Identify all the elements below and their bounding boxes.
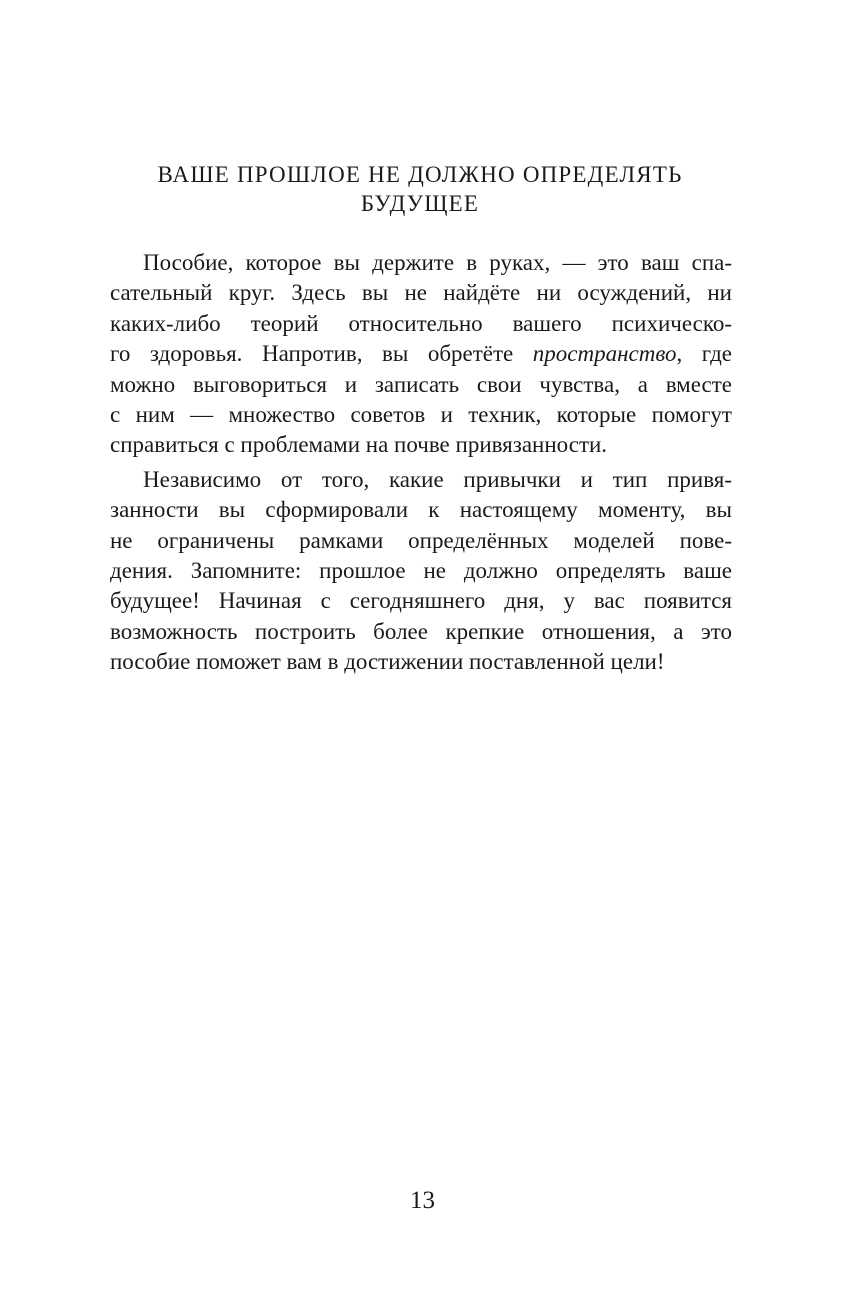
heading-line: БУДУЩЕЕ [360, 191, 480, 216]
text-line: каких-либо теорий относительно вашего психическо- [110, 310, 732, 336]
text-segment: го здоровья. Напротив, вы обретёте [110, 341, 533, 367]
text-line: справиться с проблемами на почве привязанности. [110, 432, 608, 458]
text-line: дения. Запомните: прошлое не должно определять ваше [110, 557, 732, 583]
text-line: занности вы сформировали к настоящему моменту, вы [110, 497, 732, 523]
text-line: пособие поможет вам в достижении поставленной цели! [110, 649, 665, 675]
text-line: не ограничены рамками определённых моделей пове- [110, 527, 732, 553]
text-line: с ним — множество советов и техник, которые помогут [110, 401, 732, 427]
text-line: будущее! Начиная с сегодняшнего дня, у вас появится [110, 588, 732, 614]
text-line: возможность построить более крепкие отношения, а это [110, 618, 732, 644]
emphasized-word: пространство [532, 341, 677, 367]
paragraph-2 [110, 465, 732, 678]
text-line: Пособие, которое вы держите в руках, — это ваш спа- [143, 250, 732, 275]
text-line: сательный круг. Здесь вы не найдёте ни осуждений, ни [110, 280, 732, 306]
text-line [110, 339, 732, 369]
text-line: Независимо от того, какие привычки и тип привя- [143, 466, 732, 492]
chapter-heading [110, 160, 730, 218]
text-line: можно выговориться и записать свои чувства, а вместе [110, 371, 732, 397]
heading-line: ВАШЕ ПРОШЛОЕ НЕ ДОЛЖНО ОПРЕДЕЛЯТЬ [157, 162, 683, 187]
paragraph-1 [110, 248, 732, 461]
page-number: 13 [410, 1187, 435, 1214]
body-text [110, 248, 732, 677]
text-segment: , где [676, 341, 732, 367]
